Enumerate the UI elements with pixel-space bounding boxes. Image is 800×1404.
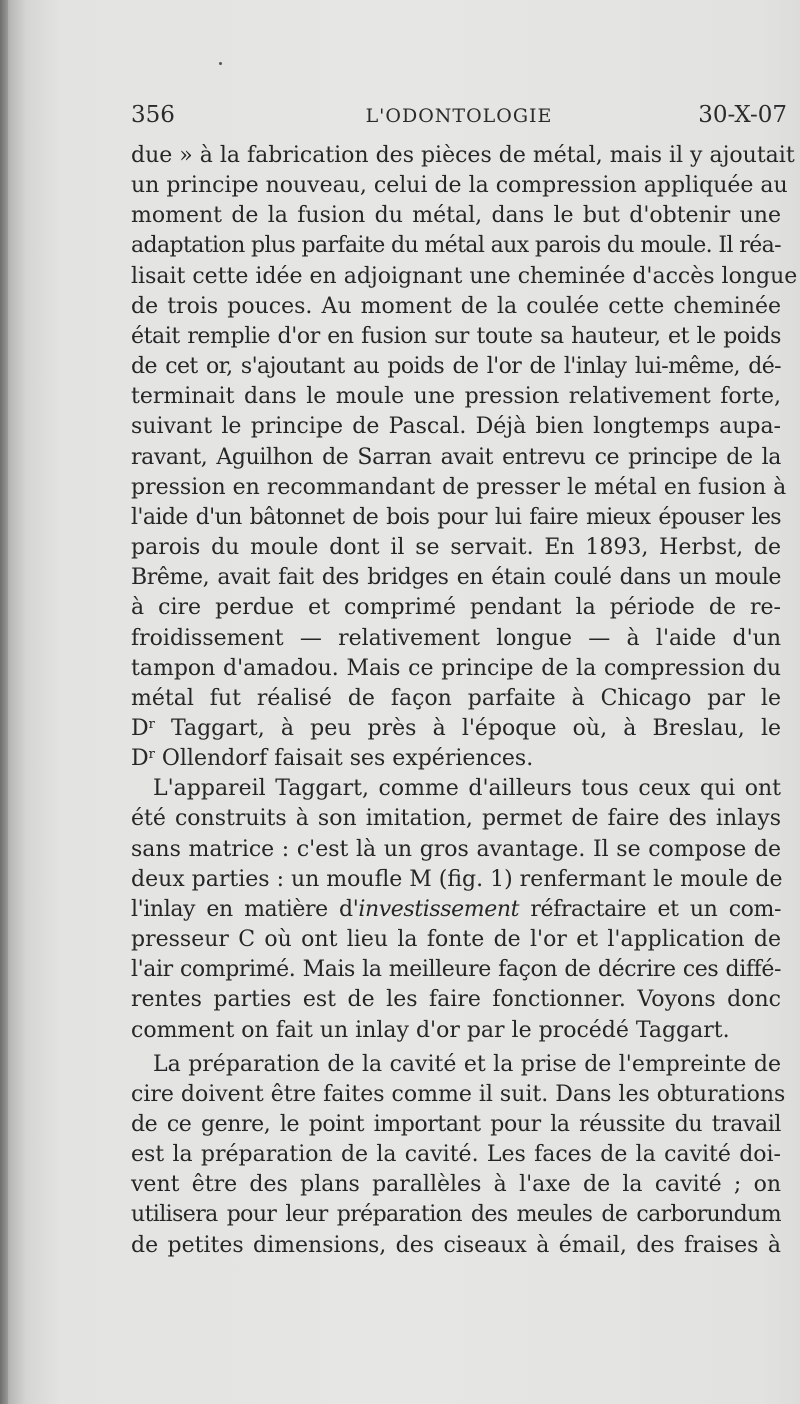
print-speck xyxy=(219,62,222,65)
text-line: cire doivent être faites comme il suit. Dans les obturations xyxy=(131,1081,786,1107)
doctor-abbrev: D xyxy=(131,715,149,741)
issue-date: 30-X-07 xyxy=(698,102,787,128)
text-line: utilisera pour leur préparation des meules de carborundum xyxy=(131,1202,781,1228)
text-line: L'appareil Taggart, comme d'ailleurs tous ceux qui ont xyxy=(153,776,781,802)
text-line: pression en recommandant de presser le métal en fusion à xyxy=(131,474,787,500)
text-line-start: l'inlay en matière d' xyxy=(131,896,359,922)
page-number: 356 xyxy=(131,102,175,128)
text-line: métal fut réalisé de façon parfaite à Chicago par le xyxy=(131,685,781,711)
text-line: La préparation de la cavité et la prise de l'empreinte de xyxy=(153,1051,781,1077)
text-line: Brême, avait fait des bridges en étain coulé dans un moule xyxy=(131,565,781,591)
text-line: de trois pouces. Au moment de la coulée cette cheminée xyxy=(131,293,781,319)
text-line xyxy=(131,744,781,774)
text-line: un principe nouveau, celui de la compression appliquée au xyxy=(131,173,788,199)
italic-term: investissement xyxy=(358,896,520,922)
text-line: l'aide d'un bâtonnet de bois pour lui faire mieux épouser les xyxy=(131,504,781,530)
text-line-rest: Ollendorf faisait ses expériences. xyxy=(154,746,534,772)
text-line: terminait dans le moule une pression relativement forte, xyxy=(131,384,781,410)
text-line: adaptation plus parfaite du métal aux parois du moule. Il réa- xyxy=(131,233,781,259)
text-line: tampon d'amadou. Mais ce principe de la compression du xyxy=(131,655,781,681)
text-line: de petites dimensions, des ciseaux à émail, des fraises à xyxy=(131,1232,781,1258)
text-line: de ce genre, le point important pour la réussite du travail xyxy=(131,1112,781,1137)
text-line: à cire perdue et comprimé pendant la période de re- xyxy=(131,595,781,621)
text-line: été construits à son imitation, permet de faire des inlays xyxy=(131,806,781,832)
paragraph-3 xyxy=(131,1050,786,1261)
text-line: suivant le principe de Pascal. Déjà bien longtemps aupa- xyxy=(131,414,781,440)
text-line: est la préparation de la cavité. Les faces de la cavité doi- xyxy=(131,1142,781,1168)
doctor-abbrev-sup: r xyxy=(148,747,155,763)
text-line: parois du moule dont il se servait. En 1893, Herbst, de xyxy=(131,535,781,561)
text-line xyxy=(131,714,781,744)
body-text xyxy=(131,141,798,1261)
paragraph-2 xyxy=(131,774,781,1045)
text-line: l'air comprimé. Mais la meilleure façon de décrire ces diffé- xyxy=(131,957,781,983)
text-line: due » à la fabrication des pièces de métal, mais il y ajoutait xyxy=(131,143,795,168)
page-header xyxy=(131,102,787,132)
doctor-abbrev: D xyxy=(131,746,149,772)
text-line: était remplie d'or en fusion sur toute sa hauteur, et le poids xyxy=(131,323,781,349)
book-spine-shadow xyxy=(0,0,8,1404)
text-line: froidissement — relativement longue — à l'aide d'un xyxy=(131,625,781,651)
text-line: lisait cette idée en adjoignant une cheminée d'accès longue xyxy=(131,263,798,289)
text-line: moment de la fusion du métal, dans le but d'obtenir une xyxy=(131,203,781,229)
text-line: vent être des plans parallèles à l'axe de la cavité ; on xyxy=(131,1172,781,1198)
doctor-abbrev-sup: r xyxy=(148,716,155,732)
text-line: deux parties : un moufle M (fig. 1) renfermant le moule de xyxy=(131,866,783,892)
text-line: rentes parties est de les faire fonctionner. Voyons donc xyxy=(131,987,781,1013)
text-line: comment on fait un inlay d'or par le procédé Taggart. xyxy=(131,1017,730,1043)
text-line: ravant, Aguilhon de Sarran avait entrevu ce principe de la xyxy=(131,444,781,470)
text-line-rest: Taggart, à peu près à l'époque où, à Breslau, le xyxy=(154,715,781,741)
text-line xyxy=(131,895,781,925)
paragraph-1 xyxy=(131,141,798,774)
text-line-end: réfractaire et un com- xyxy=(519,896,781,922)
text-line: de cet or, s'ajoutant au poids de l'or de l'inlay lui-même, dé- xyxy=(131,354,781,380)
text-line: presseur C où ont lieu la fonte de l'or et l'application de xyxy=(131,927,781,953)
running-title: L'ODONTOLOGIE xyxy=(365,105,553,127)
text-line: sans matrice : c'est là un gros avantage. Il se compose de xyxy=(131,836,781,862)
